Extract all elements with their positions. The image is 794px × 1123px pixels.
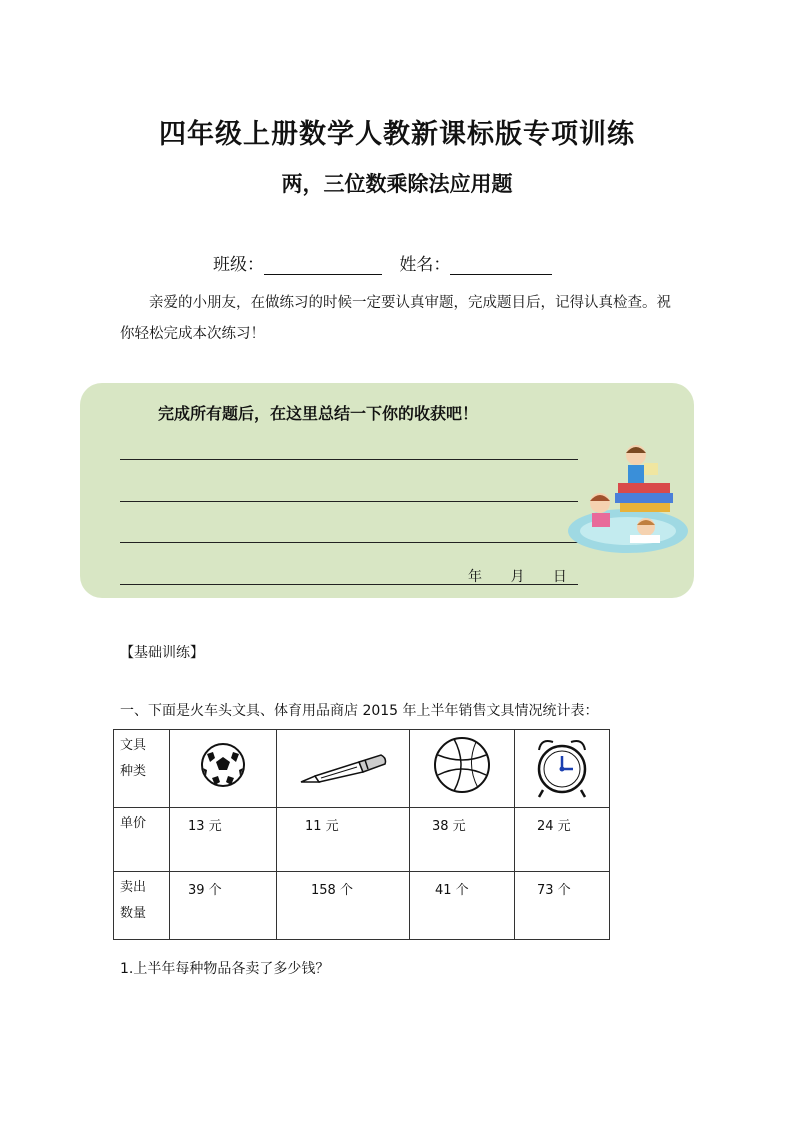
year-label: 年 — [468, 569, 482, 585]
price-fountain-pen: 11 元 — [277, 808, 410, 872]
basketball-icon — [432, 735, 492, 795]
table-row — [114, 730, 610, 808]
question-1-sub-1: 1.上半年每种物品各卖了多少钱？ — [120, 961, 330, 977]
class-label: 班级： — [213, 255, 264, 275]
alarm-clock-icon — [529, 734, 595, 800]
day-label: 日 — [552, 569, 567, 585]
name-label: 姓名： — [399, 255, 451, 275]
summary-line-3[interactable] — [120, 541, 578, 543]
basketball-cell — [410, 730, 515, 808]
fountain-pen-icon — [295, 746, 391, 790]
price-basketball: 38 元 — [410, 808, 515, 872]
intro-paragraph: 亲爱的小朋友，在做练习的时候一定要认真审题，完成题目后，记得认真检查。祝你轻松完成本次练习！ — [120, 295, 671, 342]
qty-basketball: 41 个 — [410, 872, 515, 940]
summary-title: 完成所有题后，在这里总结一下你的收获吧！ — [158, 404, 479, 423]
reading-kids-illustration-icon — [560, 441, 690, 561]
table-row-header-label: 文具 种类 — [114, 730, 170, 808]
soccer-ball-cell — [170, 730, 277, 808]
price-label: 单价 — [114, 808, 170, 872]
section-label: 【基础训练】 — [120, 645, 204, 661]
page-subtitle: 两，三位数乘除法应用题 — [281, 172, 513, 196]
question-1-text: 一、下面是火车头文具、体育用品商店 2015 年上半年销售文具情况统计表： — [120, 703, 599, 719]
quantity-label: 卖出 数量 — [114, 872, 170, 940]
summary-line-1[interactable] — [120, 458, 578, 460]
price-soccer-ball: 13 元 — [170, 808, 277, 872]
stationery-sales-table — [113, 729, 610, 940]
month-label: 月 — [510, 569, 525, 585]
soccer-ball-icon — [198, 740, 248, 790]
name-blank[interactable] — [450, 254, 552, 275]
price-alarm-clock: 24 元 — [515, 808, 610, 872]
table-row — [114, 872, 610, 940]
summary-line-2[interactable] — [120, 500, 578, 502]
summary-box — [80, 383, 694, 598]
qty-soccer-ball: 39 个 — [170, 872, 277, 940]
alarm-clock-cell — [515, 730, 610, 808]
class-blank[interactable] — [264, 254, 382, 275]
qty-fountain-pen: 158 个 — [277, 872, 410, 940]
page-title: 四年级上册数学人教新课标版专项训练 — [159, 119, 635, 150]
fountain-pen-cell — [277, 730, 410, 808]
student-info-line — [213, 250, 552, 275]
summary-date — [468, 566, 567, 586]
table-row — [114, 808, 610, 872]
qty-alarm-clock: 73 个 — [515, 872, 610, 940]
